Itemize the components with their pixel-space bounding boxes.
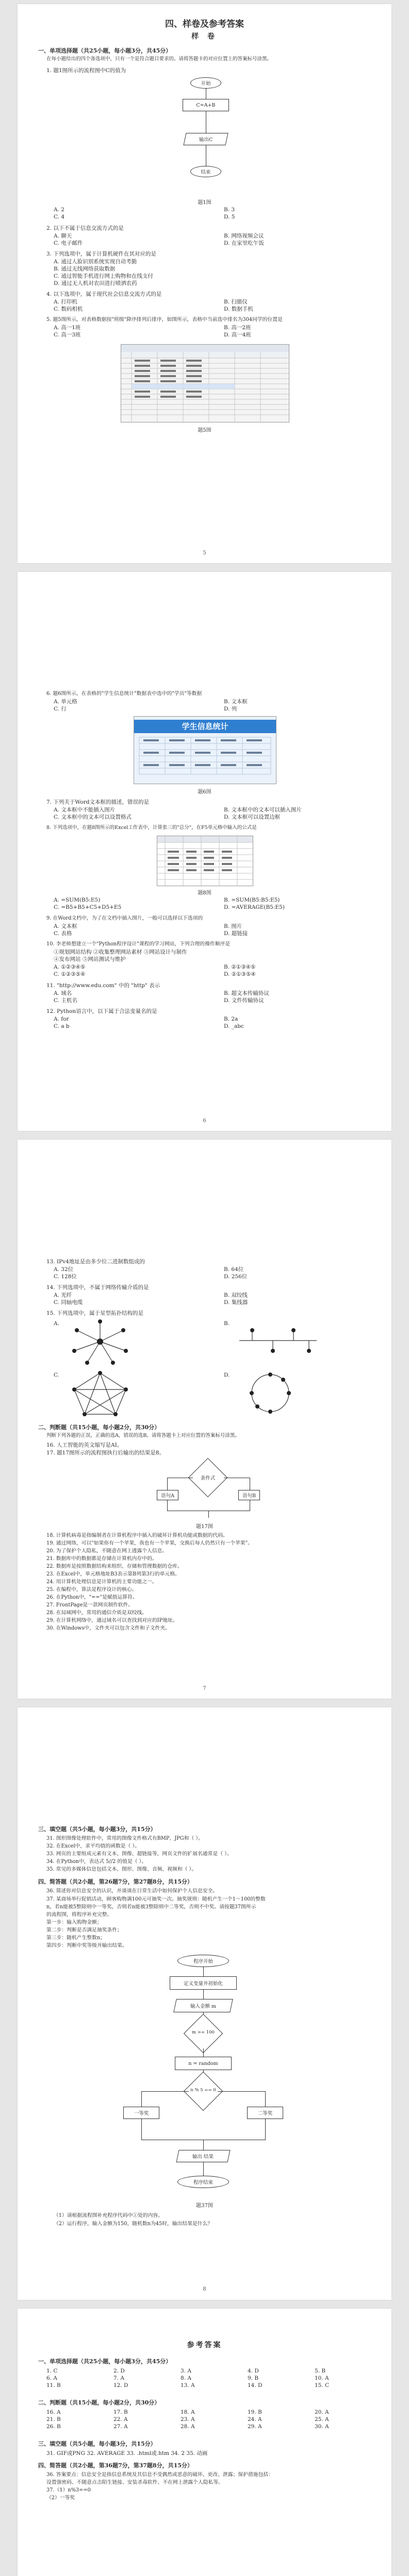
q10-steps: ④发布网站 ⑤网站测试与维护 (54, 956, 126, 962)
answers-section-2: 二、判断题（共15小题，每小题2分，共30分） (38, 2399, 160, 2406)
q5-stem: 5. 题5图所示，对表格数据按"班级"降序排列后排序，如图所示，表格中当前选中排名为304同学的位置是 (46, 317, 283, 323)
tf-item: 30. 在Windows中，文件夹可以包含文件和子文件夹。 (46, 1625, 170, 1631)
q5-option-c: C. 高一3班 (54, 332, 81, 338)
flow-condition-2: n % 5 == 0 (190, 2088, 216, 2093)
q7-stem: 7. 下列关于Word文本框的描述，错误的是 (46, 799, 149, 805)
short-item: 第二步：判断是否满足抽奖条件； (46, 1927, 122, 1933)
fill-item: 31. 图形图像处理软件中，常用的图像文件格式有BMP、JPG和（ ）。 (46, 1836, 203, 1841)
answers-table-2: 16. A 17. B 18. A 19. B 20. A 21. B 22. A 23. A 24. A 25. A 26. B 27. A 28. A 29. A 30. A (46, 2409, 329, 2430)
answers-section-4: 四、简答题（共2小题，第36题7分，第37题8分，共15分） (38, 2462, 193, 2469)
q7-option-d: D. 文本框可以设置边框 (224, 814, 281, 820)
q14-stem: 14. 下列选项中，不属于网络传输介质的是 (46, 1284, 149, 1291)
answers-short: 36. 答案要点：信息安全是指信息系统及其信息不受偶然或恶意的破坏、更改、泄露；保护措施包括： (46, 2472, 273, 2478)
q12-option-b: B. 2a (224, 1016, 238, 1022)
flow-output: 输出 结果 (176, 2150, 230, 2162)
q5-spreadsheet-figure (121, 344, 289, 422)
answers-title: 参考答案 (187, 2341, 222, 2349)
q1-option-b: B. 3 (224, 207, 235, 213)
q11-option-a: A. 域名 (54, 990, 72, 996)
page-number: 7 (203, 1686, 206, 1691)
tf-item: 29. 在计算机网络中，通过域名可以查找到对应的IP地址。 (46, 1618, 178, 1623)
q7-option-c: C. 文本框中的文本可以设置格式 (54, 814, 132, 820)
page-number: 8 (203, 2286, 206, 2292)
tf-item: 16. 人工智能的英文缩写是AI。 (46, 1442, 123, 1448)
q13-option-c: C. 128位 (54, 1274, 77, 1280)
fill-item: 35. 常见的多媒体信息包括文本、图形、图像、音频、视频和（ ）。 (46, 1867, 197, 1872)
q9-option-c: C. 表格 (54, 930, 72, 937)
answers-table-1: 1. C 2. D 3. A 4. D 5. B 6. A 7. A 8. A 9. B 10. A 11. B 12. D 13. A 14. D 15. C (46, 2368, 330, 2388)
q14-option-c: C. 同轴电缆 (54, 1299, 83, 1306)
flow-condition: 条件式 (200, 1476, 216, 1481)
q6-figure-caption: 题6图 (198, 789, 211, 795)
short-item: 的流程图，将程序补充完整。 (46, 1912, 112, 1918)
q6-option-a: A. 单元格 (54, 699, 77, 705)
topology-star-diagram (67, 1317, 134, 1366)
q17-figure-caption: 题17图 (196, 1524, 213, 1530)
answers-fill: 31. GIF或PNG 32. AVERAGE 33. .html或.htm 34. 2 35. 动画 (46, 2450, 208, 2456)
topology-bus-diagram (237, 1325, 319, 1356)
q15-option-a: A. (54, 1320, 59, 1327)
answers-short: 设置强密码、不随意点击陌生链接、安装杀毒软件、不在网上泄露个人隐私等。 (46, 2480, 223, 2485)
flow-prize-1: 一等奖 (123, 2107, 159, 2119)
section-3-heading: 三、填空题（共5小题，每小题3分，共15分） (38, 1826, 156, 1833)
tf-item: 22. 数据库是按照数据结构来组织、存储和管理数据的仓库。 (46, 1564, 183, 1569)
q6-option-d: D. 列 (224, 706, 237, 712)
flow-random: n = random (175, 2057, 232, 2070)
q7-option-a: A. 文本框中不能插入图片 (54, 807, 116, 813)
q12-option-d: D. _abc (224, 1023, 244, 1029)
page-subtitle: 样 卷 (191, 32, 218, 41)
q15-option-b: B. (224, 1320, 230, 1327)
q1-figure-caption: 题1图 (198, 200, 211, 206)
page-number: 6 (203, 1118, 206, 1124)
tf-item: 18. 计算机病毒是指编制者在计算机程序中插入的破坏计算机功能或数据的代码。 (46, 1533, 228, 1538)
q9-option-d: D. 超链接 (224, 930, 248, 937)
flow-start: 开始 (190, 77, 221, 89)
page-1 (18, 4, 391, 563)
page-5 (18, 2309, 391, 2576)
q17-flowchart (157, 1462, 260, 1518)
fill-item: 32. 在Excel中，求平均值的函数是（ ）。 (46, 1843, 140, 1849)
q11-option-b: B. 超文本传输协议 (224, 990, 269, 996)
q15-stem: 15. 下列选项中，属于星型拓扑结构的是 (46, 1310, 144, 1316)
short-item: 第三步：随机产生整数n； (46, 1935, 106, 1941)
q4-stem: 4. 以下选项中，属于现代社会信息交流方式的是 (46, 291, 162, 297)
q3-option-a: A. 通过人脸识别系统实现自动考勤 (54, 259, 137, 265)
flow-prize-2: 二等奖 (247, 2107, 283, 2119)
short-item: 37. 某商场举行促销活动，顾客购物满100元可抽奖一次。抽奖规则：随机产生一个1～100的整数 (46, 1896, 266, 1902)
q11-option-c: C. 主机名 (54, 997, 77, 1004)
page-title: 四、样卷及参考答案 (165, 19, 244, 29)
q13-option-a: A. 32位 (54, 1266, 74, 1273)
q6-option-b: B. 文本框 (224, 699, 248, 705)
short-item: 第四步：判断中奖等级并输出结果。 (46, 1943, 127, 1948)
q14-option-b: B. 双绞线 (224, 1292, 248, 1298)
section-2-heading: 二、判断题（共15小题，每小题2分，共30分） (38, 1424, 160, 1431)
q1-stem: 1. 题1图所示的流程图中C的值为 (46, 67, 126, 74)
tf-item: 23. 在Excel中，单元格地址B3表示第B列第3行的单元格。 (46, 1571, 180, 1577)
q5-figure-caption: 题5图 (198, 428, 211, 433)
fill-item: 34. 在Python中，表达式 5//2 的值是（ ）。 (46, 1859, 147, 1865)
spreadsheet-grid (121, 345, 289, 422)
q14-option-d: D. 集线器 (224, 1299, 248, 1306)
q10-option-b: B. ②①③④⑤ (224, 964, 256, 970)
section-2-note: 判断下列各题的正误，正确的选A，错误的选B。请将答题卡上对应位置的答案标号涂黑。 (46, 1433, 240, 1438)
q8-option-c: C. =B5+B5+C5+D5+E5 (54, 904, 122, 910)
page-2 (18, 572, 391, 1131)
q37-subquestion: （2）运行程序，输入金额为150，随机数n为45时，输出结果是什么？ (54, 2221, 213, 2227)
q3-option-d: D. 通过无人机对农田进行喷洒农药 (54, 280, 137, 286)
q10-steps: ①规划网站结构 ②收集整理网站素材 ③网站设计与制作 (54, 949, 187, 955)
flow-step-a: 语句A (157, 1490, 178, 1500)
flow-step: C=A+B (183, 99, 229, 111)
q4-option-b: B. 扫描仪 (224, 299, 248, 305)
flow-end: 结束 (190, 166, 221, 177)
tf-item: 26. 在Python中，"=="是赋值运算符。 (46, 1595, 138, 1600)
flow-condition: m >= 100 (192, 2030, 215, 2035)
tf-item: 21. 数据库中的数据都是存储在计算机内存中的。 (46, 1556, 157, 1562)
q9-stem: 9. 在Word文档中，为了在文档中插入图片，一般可以选择以下选项的 (46, 916, 203, 921)
q6-table-figure (134, 716, 276, 784)
q4-option-d: D. 数据手机 (224, 306, 253, 312)
q10-stem: 10. 李老师想建立一个"Python程序设计"课程的学习网站，下列合理的操作顺序是 (46, 941, 231, 947)
flow-output: 输出C (183, 133, 228, 145)
fill-item: 33. 网页的主要组成元素有文本、图像、超链接等，网页文件的扩展名通常是（ ）。 (46, 1851, 232, 1857)
page-3 (18, 1140, 391, 1699)
q7-option-b: B. 文本框中的文本可以插入图片 (224, 807, 302, 813)
q5-option-a: A. 高一1班 (54, 325, 81, 331)
q2-stem: 2. 以下不属于信息交流方式的是 (46, 225, 124, 231)
tf-item: 19. 通过网络，可以"如果你有一个苹果，我也有一个苹果，交换后每人仍然只有一个苹果"。 (46, 1540, 253, 1546)
q9-option-a: A. 文本框 (54, 923, 77, 929)
q13-stem: 13. IPv4地址是由多少位二进制数组成的 (46, 1259, 145, 1265)
tf-item: 20. 为了保护个人隐私，不随意在网上透露个人信息。 (46, 1548, 168, 1554)
q12-option-c: C. a b (54, 1023, 70, 1029)
q3-option-b: B. 通过无线网络获取数据 (54, 266, 116, 272)
short-item: 36. 简述你对信息安全的认识，并谈谈在日常生活中如何保护个人信息安全。 (46, 1888, 218, 1894)
q12-option-a: A. for (54, 1016, 69, 1022)
q13-option-d: D. 256位 (224, 1274, 248, 1280)
flow-end: 程序结束 (177, 2176, 229, 2188)
tf-item: 17. 题17图所示的流程图执行后输出的结果是8。 (46, 1450, 165, 1456)
q8-option-b: B. =SUM(B5:B5:E5) (224, 897, 280, 903)
q11-option-d: D. 文件传输协议 (224, 997, 264, 1004)
tf-item: 28. 在局域网中，常用的通信介质是双绞线。 (46, 1610, 148, 1616)
q8-grid (157, 836, 253, 886)
q10-option-c: C. ①②③⑤④ (54, 971, 86, 977)
q4-option-c: C. 数码相机 (54, 306, 83, 312)
q10-option-d: D. ②①③⑤④ (224, 971, 256, 977)
answers-section-1: 一、单项选择题（共25小题，每小题3分，共45分） (38, 2358, 172, 2365)
q11-stem: 11. "http://www.edu.com" 中的 "http" 表示 (46, 982, 160, 989)
page-number: 5 (203, 550, 206, 556)
q37-flowchart (121, 1955, 286, 2197)
q14-option-a: A. 光纤 (54, 1292, 72, 1298)
q2-option-b: B. 网络视频会议 (224, 233, 264, 239)
q8-option-d: D. =AVERAGE(B5:E5) (224, 904, 285, 910)
answers-short: （2）一等奖 (46, 2495, 75, 2501)
q9-option-b: B. 图片 (224, 923, 242, 929)
tf-item: 25. 在编程中，算法是程序设计的核心。 (46, 1587, 137, 1592)
table-banner: 学生信息统计 (134, 720, 276, 733)
q2-option-a: A. 聊天 (54, 233, 72, 239)
q8-spreadsheet-figure (157, 836, 253, 886)
q5-option-d: D. 高一4班 (224, 332, 251, 338)
topology-mesh-diagram (67, 1369, 134, 1418)
short-item: 第一步：输入购物金额； (46, 1920, 102, 1925)
q13-option-b: B. 64位 (224, 1266, 244, 1273)
q3-stem: 3. 下列选项中，属于计算机硬件在其对应的是 (46, 251, 156, 257)
section-4-heading: 四、简答题（共2小题，第26题7分，第27题8分，共15分） (38, 1878, 193, 1885)
q12-stem: 12. Python语言中，以下属于合法变量名的是 (46, 1008, 157, 1014)
q10-option-a: A. ①②③④⑤ (54, 964, 86, 970)
q2-option-d: D. 在家里吃午饭 (224, 240, 264, 246)
q1-option-a: A. 2 (54, 207, 64, 213)
flow-input: 输入金额 m (173, 1999, 233, 2012)
q8-stem: 8. 下列选项中，在题8图所示的Excel工作表中，计算张三的"总分"，在F5单元格中输入的公式是 (46, 825, 257, 831)
q2-option-c: C. 电子邮件 (54, 240, 83, 246)
q1-flowchart (172, 77, 239, 190)
flow-init: 定义变量并初始化 (170, 1976, 237, 1990)
q4-option-a: A. 打印机 (54, 299, 77, 305)
page-4 (18, 1707, 391, 2300)
flow-step-b: 语句B (238, 1490, 260, 1500)
q15-option-c: C. (54, 1372, 59, 1378)
q37-subquestion: （1）请根据流程图补充程序代码中①处的内容。 (54, 2213, 163, 2218)
q5-option-b: B. 高一2班 (224, 325, 251, 331)
q8-option-a: A. =SUM(B5:E5) (54, 897, 101, 903)
q1-option-c: C. 4 (54, 214, 65, 220)
topology-ring-diagram (237, 1369, 304, 1418)
table-grid (134, 717, 276, 784)
section-1-heading: 一、单项选择题（共25小题，每小题3分，共45分） (38, 47, 172, 54)
q8-figure-caption: 题8图 (198, 890, 211, 896)
answers-section-3: 三、填空题（共5小题，每小题3分，共15分） (38, 2441, 156, 2447)
q6-option-c: C. 行 (54, 706, 67, 712)
answers-short: 37.（1）n%3==0 (46, 2487, 91, 2493)
q6-stem: 6. 题6图所示，在表格的"学生信息统计"数据表中选中的"学员"等数据 (46, 691, 202, 697)
tf-item: 27. FrontPage是一款网页制作软件。 (46, 1602, 134, 1608)
q37-figure-caption: 题37图 (196, 2203, 213, 2209)
flow-start: 程序开始 (177, 1955, 229, 1967)
q3-option-c: C. 通过智能手机进行网上购物和在线支付 (54, 273, 153, 279)
q1-option-d: D. 5 (224, 214, 235, 220)
short-item: n，若n能被5整除则中一等奖，否则若n能被3整除则中二等奖，否则不中奖。请按题37图所示 (46, 1904, 256, 1910)
tf-item: 24. 用计算机处理信息是计算机的主要功能之一。 (46, 1579, 157, 1585)
section-1-note: 在每小题给出的四个备选项中，只有一个是符合题目要求的。请将答题卡的对应位置上的答案标号涂黑。 (46, 56, 272, 62)
q15-option-d: D. (224, 1372, 230, 1378)
